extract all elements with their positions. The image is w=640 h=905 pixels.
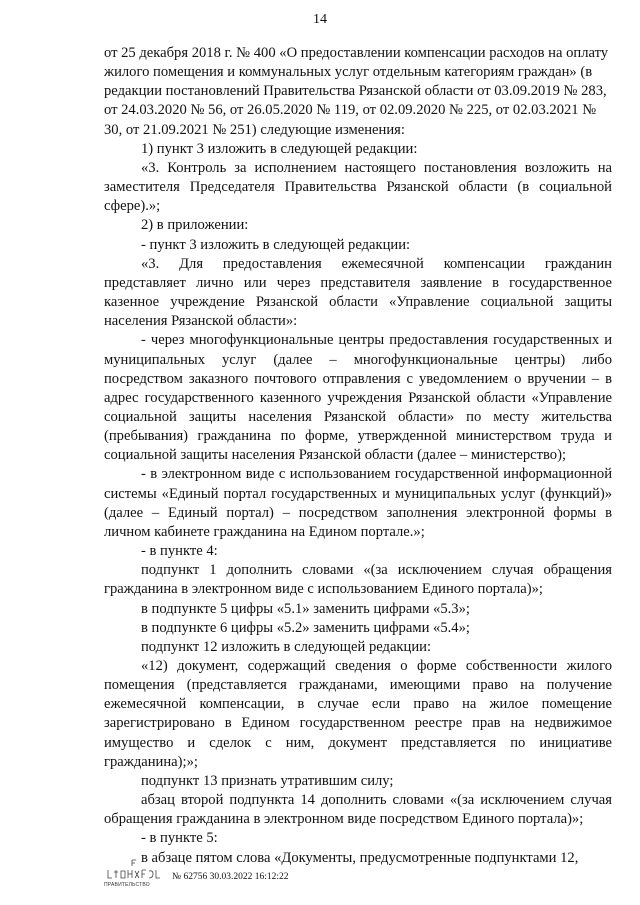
paragraph: 1) пункт 3 изложить в следующей редакции:: [141, 140, 418, 157]
document-registration-number: № 62756 30.03.2022 16:12:22: [172, 872, 289, 882]
paragraph: 2) в приложении:: [141, 217, 249, 234]
paragraph: от 25 декабря 2018 г. № 400 «О предоставлении компенсации расходов на оплату жилого помещения и коммунальных услуг отдельным категориям граждан» (в редакции постановлений Правительства Рязанской области от 03.09.2019 № 283, от 24.03.2020 № 56, от 26.05.2020 № 119, от 02.09.2020 № 225, от 02.03.2021 № 30, от 21.09.2021 № 251) следующие изменения:: [104, 45, 609, 138]
paragraph: - пункт 3 изложить в следующей редакции:: [141, 236, 411, 253]
paragraph: «12) документ, содержащий сведения о форме собственности жилого помещения (представляется гражданами, имеющими право на получение ежемесячной компенсации, в случае если право на жилое помещение зарегистрировано в Едином государственном реестре прав на недвижимое имущество и сделок с ним, документ представляется по инициативе гражданина);»;: [104, 658, 612, 770]
document-body: [104, 44, 612, 868]
paragraph: подпункт 13 признать утратившим силу;: [141, 772, 394, 789]
paragraph: - в пункте 5:: [141, 830, 218, 847]
page-footer: [104, 858, 364, 892]
page-number: 14: [313, 12, 327, 27]
stamp-mark-icon: [104, 858, 166, 882]
paragraph: подпункт 12 изложить в следующей редакции:: [141, 638, 432, 655]
paragraph: в абзаце пятом слова «Документы, предусмотренные подпунктами 12,: [141, 849, 579, 866]
paragraph: подпункт 1 дополнить словами «(за исключением случая обращения гражданина в электронном виде с использованием Единого портала)»;: [104, 562, 612, 598]
paragraph: - через многофункциональные центры предоставления государственных и муниципальных услуг (далее – многофункциональные центры) либо посредством заказного почтового отправления с уведомлением о вручении – в адрес государственного казенного учреждения Рязанской области «Управление социальной защиты населения Рязанской области» по месту жительства (пребывания) гражданина по форме, утвержденной министерством труда и социальной защиты населения Рязанской области (далее – министерство);: [104, 332, 612, 464]
paragraph: «3. Контроль за исполнением настоящего постановления возложить на заместителя Председателя Правительства Рязанской области (в социальной сфере).»;: [104, 159, 612, 215]
registration-stamp: [104, 858, 166, 890]
paragraph: - в пункте 4:: [141, 543, 218, 560]
paragraph: абзац второй подпункта 14 дополнить словами «(за исключением случая обращения гражданина в электронном виде посредством Единого портала)»;: [104, 792, 612, 828]
paragraph: в подпункте 5 цифры «5.1» заменить цифрами «5.3»;: [141, 600, 470, 617]
paragraph: - в электронном виде с использованием государственной информационной системы «Единый портал государственных и муниципальных услуг (функций)» (далее – Единый портал) – посредством заполнения электронной формы в личном кабинете гражданина на Едином портале.»;: [104, 466, 612, 540]
stamp-text: ПРАВИТЕЛЬСТВО: [104, 882, 150, 888]
paragraph: «3. Для предоставления ежемесячной компенсации гражданин представляет лично или через представителя заявление в государственное казенное учреждение Рязанской области «Управление социальной защиты населения Рязанской области»:: [104, 255, 612, 330]
paragraph: в подпункте 6 цифры «5.2» заменить цифрами «5.4»;: [141, 619, 470, 636]
